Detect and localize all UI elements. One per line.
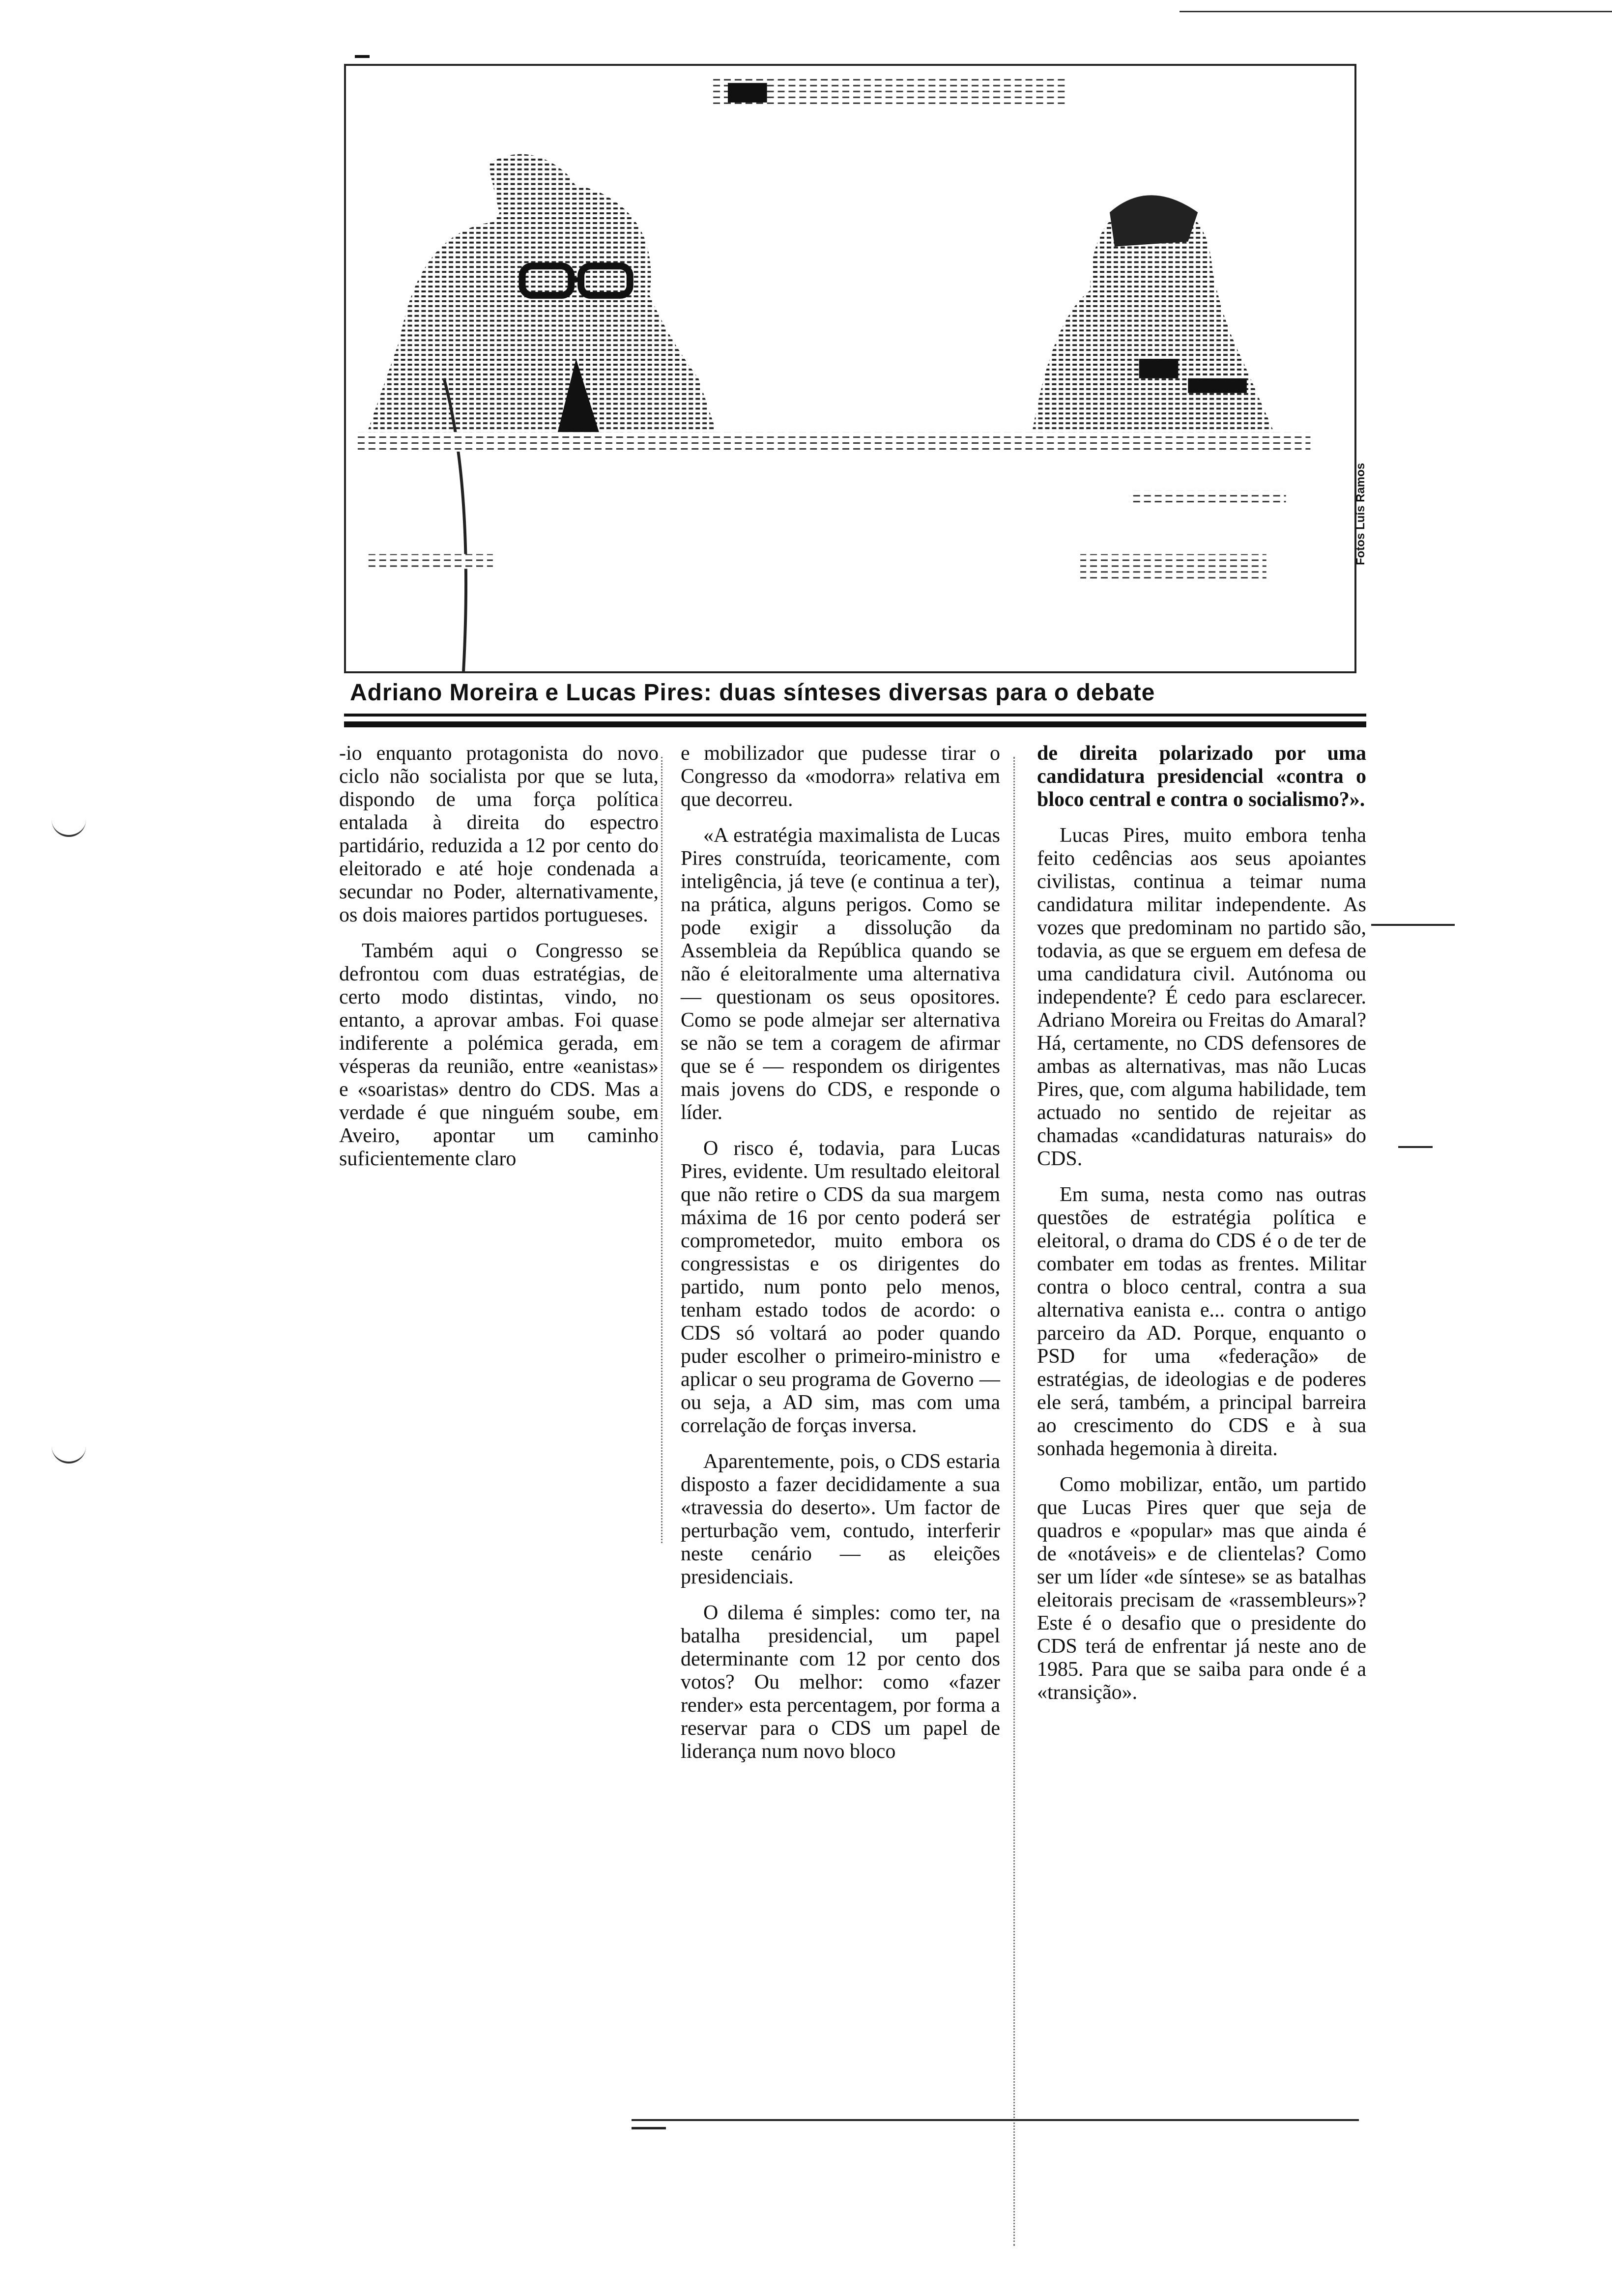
paragraph: Em suma, nesta como nas outras questões de estratégia política e eleitoral, o drama do CDS é o de ter de combater em todas as frentes. Militar contra o bloco central, contra a sua alternativa eanista e... contra o antigo parceiro da AD. Porque, enquanto o PSD for uma «federação» de estratégias, de ideologias e de poderes ele será, também, a principal barreira ao crescimento do CDS e à sua sonhada hegemonia à direita. [1037, 1183, 1366, 1460]
punch-hole-mark [52, 1445, 86, 1464]
paragraph: «A estratégia maximalista de Lucas Pires construída, teoricamente, com inteligência, já teve (e continua a ter), na prática, alguns perigos. Como se pode exigir a dissolução da Assembleia da República quando se não é eleitoralmente uma alternativa — questionam os seus opositores. Como se pode almejar ser alternativa se não se tem a coragem de afirmar que se é — respondem os dirigentes mais jovens do CDS, e responde o líder. [681, 824, 1000, 1124]
paragraph: -io enquanto protagonista do novo ciclo não socialista por que se luta, dispondo de uma força política entalada à direita do espectro partidário, reduzida a 12 por cento do eleitorado e até hoje condenada a secundar no Poder, alternativamente, os dois maiores partidos portugueses. [339, 742, 659, 926]
article-column-2 [681, 742, 1000, 1776]
paragraph: Também aqui o Congresso se defrontou com duas estratégias, de certo modo distintas, vindo, no entanto, a aprovar ambas. Foi quase indiferente a polémica gerada, em vésperas da reunião, entre «eanistas» e «soaristas» dentro do CDS. Mas a verdade é que ninguém soube, em Aveiro, apontar um caminho suficientemente claro [339, 940, 659, 1170]
paragraph: e mobilizador que pudesse tirar o Congresso da «modorra» relativa em que decorreu. [681, 742, 1000, 811]
paragraph: Lucas Pires, muito embora tenha feito cedências aos seus apoiantes civilistas, continua a teimar numa candidatura militar independente. As vozes que predominam no partido são, todavia, as que se erguem em defesa de uma candidatura civil. Autónoma ou independente? É cedo para esclarecer. Adriano Moreira ou Freitas do Amaral? Há, certamente, no CDS defensores de ambas as alternativas, mas não Lucas Pires, que, com alguma habilidade, tem actuado no sentido de rejeitar as chamadas «candidaturas naturais» do CDS. [1037, 824, 1366, 1170]
paragraph: Aparentemente, pois, o CDS estaria disposto a fazer decididamente a sua «travessia do deserto». Um factor de perturbação vem, contudo, interferir neste cenário — as eleições presidenciais. [681, 1450, 1000, 1588]
margin-mark [1398, 1146, 1433, 1148]
article-column-3 [1037, 742, 1366, 1717]
photo-illustration [346, 66, 1354, 671]
caption-thick-rule [344, 721, 1366, 727]
paragraph: O risco é, todavia, para Lucas Pires, evidente. Um resultado eleitoral que não retire o CDS da sua margem máxima de 16 por cento poderá ser comprometedor, muito embora os congressistas e os dirigentes do partido, num ponto pelo menos, tenham estado todos de acordo: o CDS só voltará ao poder quando puder escolher o primeiro-ministro e aplicar o seu programa de Governo — ou seja, a AD sim, mas com uma correlação de forças inversa. [681, 1137, 1000, 1437]
caption-rule [344, 714, 1366, 717]
news-photo [344, 64, 1356, 673]
top-mark [355, 55, 370, 58]
paragraph: Como mobilizar, então, um partido que Lucas Pires quer que seja de quadros e «popular» mas que ainda é de «notáveis» e de clientelas? Como ser um líder «de síntese» se as batalhas eleitorais precisam de «rassembleurs»? Este é o desafio que o presidente do CDS terá de enfrentar já neste ano de 1985. Para que se saiba para onde é a «transição». [1037, 1473, 1366, 1704]
top-border-line [1180, 11, 1612, 12]
bottom-rule [632, 2119, 1359, 2121]
photo-caption: Adriano Moreira e Lucas Pires: duas sínteses diversas para o debate [350, 680, 1155, 706]
column-separator [661, 757, 663, 1543]
bottom-mark [632, 2127, 666, 2129]
paragraph: O dilema é simples: como ter, na batalha presidencial, um papel determinante com 12 por cento dos votos? Ou melhor: como «fazer render» esta percentagem, por forma a reservar para o CDS um papel de liderança num novo bloco [681, 1602, 1000, 1763]
column-separator [1013, 757, 1016, 2246]
lead-paragraph: de direita polarizado por uma candidatura presidencial «contra o bloco central e contra o socialismo?». [1037, 742, 1366, 811]
margin-mark [1371, 924, 1455, 926]
punch-hole-mark [52, 818, 86, 837]
article-column-1 [339, 742, 659, 1183]
photo-credit: Fotos Luís Ramos [1354, 462, 1367, 565]
